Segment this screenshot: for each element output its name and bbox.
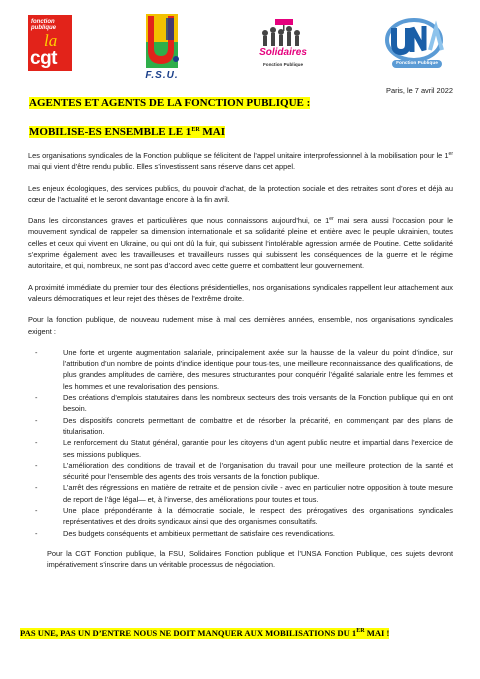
heading-mobilisation-tail: MAI: [199, 126, 226, 138]
heading-agents: [29, 97, 310, 109]
cgt-logo-text-publique: publique: [31, 25, 56, 31]
demand-item: - L’amélioration des conditions de travail et de l’organisation du travail pour une meilleure protection de la santé et sécurité pour l’ensemble des agents des trois versants de la fonction publique.: [28, 460, 453, 483]
paragraph-elections: A proximité immédiate du premier tour des élections présidentielles, nos organisations syndicales rappellent leur attachement aux valeurs démocratiques et leur rejet des thèses de l’extrême droite.: [28, 282, 453, 303]
final-call-sup: ER: [356, 628, 365, 634]
demand-item: - Des dispositifs concrets permettant de combattre et de résorber la précarité, en commençant par des plans de titularisation.: [28, 415, 453, 438]
paragraph-circonstances-sup: er: [329, 216, 334, 223]
final-call-text-b: MAI !: [364, 628, 390, 638]
demands-list: [28, 347, 453, 539]
solidaires-logo: [255, 17, 311, 79]
fsu-logo-text: F.S.U.: [145, 70, 179, 81]
final-call-text-a: PAS UNE, PAS UN D’ENTRE NOUS NE DOIT MANQUER AUX MOBILISATIONS DU 1: [20, 628, 357, 638]
cgt-logo-text-fonction: fonction: [31, 19, 55, 25]
solidaires-logo-text: Solidaires: [259, 47, 307, 58]
heading-mobilisation-sup: ER: [191, 127, 200, 133]
demand-item: - L’arrêt des régressions en matière de retraite et de pension civile - avec en particulier notre opposition à toute mesure de report de l’âge légal— et, à l’inverse, des améliorations pour toutes et tous.: [28, 482, 453, 505]
demand-item: - Une place prépondérante à la démocratie sociale, le respect des prérogatives des organisations syndicales représentatives et des droits syndicaux ainsi que des organismes consultatifs.: [28, 505, 453, 528]
heading-mobilisation-main: MOBILISE-ES ENSEMBLE LE 1: [29, 126, 192, 138]
paragraph-appel-sup: er: [448, 151, 453, 157]
final-call-banner: [20, 628, 389, 639]
unsa-emblem-icon: [384, 16, 446, 62]
paragraph-circonstances: [28, 215, 453, 271]
paragraph-circonstances-text-a: Dans les circonstances graves et particulières que nous connaissons aujourd’hui, ce 1: [28, 216, 330, 226]
cgt-logo-text-cgt: cgt: [30, 48, 57, 69]
unsa-logo: [384, 16, 446, 74]
paragraph-circonstances-text-b: mai sera aussi l’occasion pour le mouvement syndical de rappeler sa dimension internationale et sa solidarité pleine et entière avec le peuple ukrainien, toutes celles et ceux qui vivent en Ukraine, ou qui ont dû la fuir, qui subissent l’intolérable agression armée de Poutine. Cette solidarité s’exprime également avec les travailleuses et travailleurs russes qui subissent les conséquences de la guerre et le régime autoritaire, et qui, nombreux, ne sont pas d’accord avec cette guerre et combattent leur gouvernement.: [28, 216, 454, 271]
document-date: Paris, le 7 avril 2022: [386, 86, 453, 95]
paragraph-exigences-intro: Pour la fonction publique, de nouveau rudement mise à mal ces dernières années, ensemble, nos organisations syndicales exigent :: [28, 315, 453, 336]
demand-item: - Le renforcement du Statut général, garantie pour les citoyens d’un agent public neutre et impartial dans l’exercice de ses missions publiques.: [28, 437, 453, 460]
paragraph-closing: Pour la CGT Fonction publique, la FSU, Solidaires Fonction publique et l’UNSA Fonction Publique, ces sujets devront impérativement s’inscrire dans un véritable processus de négociation.: [47, 548, 453, 570]
demand-item: - Des budgets conséquents et ambitieux permettant de satisfaire ces revendications.: [28, 528, 453, 539]
cgt-logo: [28, 15, 72, 71]
paragraph-appel: [28, 150, 453, 173]
paragraph-appel-text-a: Les organisations syndicales de la Fonction publique se félicitent de l’appel unitaire interprofessionnel à la mobilisation pour le 1: [28, 151, 449, 160]
heading-agents-text: AGENTES ET AGENTS DE LA FONCTION PUBLIQUE :: [29, 97, 311, 109]
paragraph-enjeux: Les enjeux écologiques, des services publics, du pouvoir d’achat, de la protection sociale et des retraites sont d’ores et déjà au cœur de l’actualité et le seront davantage encore à la fin avril.: [28, 183, 453, 204]
solidaires-logo-subtext: Fonction Publique: [262, 62, 304, 67]
document-body: [28, 150, 453, 581]
fsu-emblem-icon: [140, 12, 184, 70]
fsu-logo: [140, 12, 184, 84]
demand-item: - Une forte et urgente augmentation salariale, principalement axée sur la hausse de la valeur du point d’indice, sur l’attribution d’un nombre de points d’indice identique pour tous·tes, une meilleure reconnaissance des qualifications, de plus grandes amplitudes de carrière, des mesures structurantes pour conquérir l’égalité salariale entre les femmes et les hommes et une revalorisation des pensions.: [28, 347, 453, 392]
heading-mobilisation: [29, 126, 225, 138]
logo-bar: [0, 10, 480, 88]
demand-item: - Des créations d’emplois statutaires dans les nombreux secteurs des trois versants de la Fonction publique qui en ont besoin.: [28, 392, 453, 415]
cgt-logo-text-la: la: [44, 31, 58, 50]
heading-mobilisation-text: [29, 126, 225, 138]
unsa-logo-subtext: Fonction Publique: [392, 60, 442, 68]
solidaires-crowd-icon: [255, 17, 311, 49]
paragraph-appel-text-b: mai qui vient d’être rendu public. Elles s’investissent sans réserve dans cet appel.: [28, 162, 296, 172]
